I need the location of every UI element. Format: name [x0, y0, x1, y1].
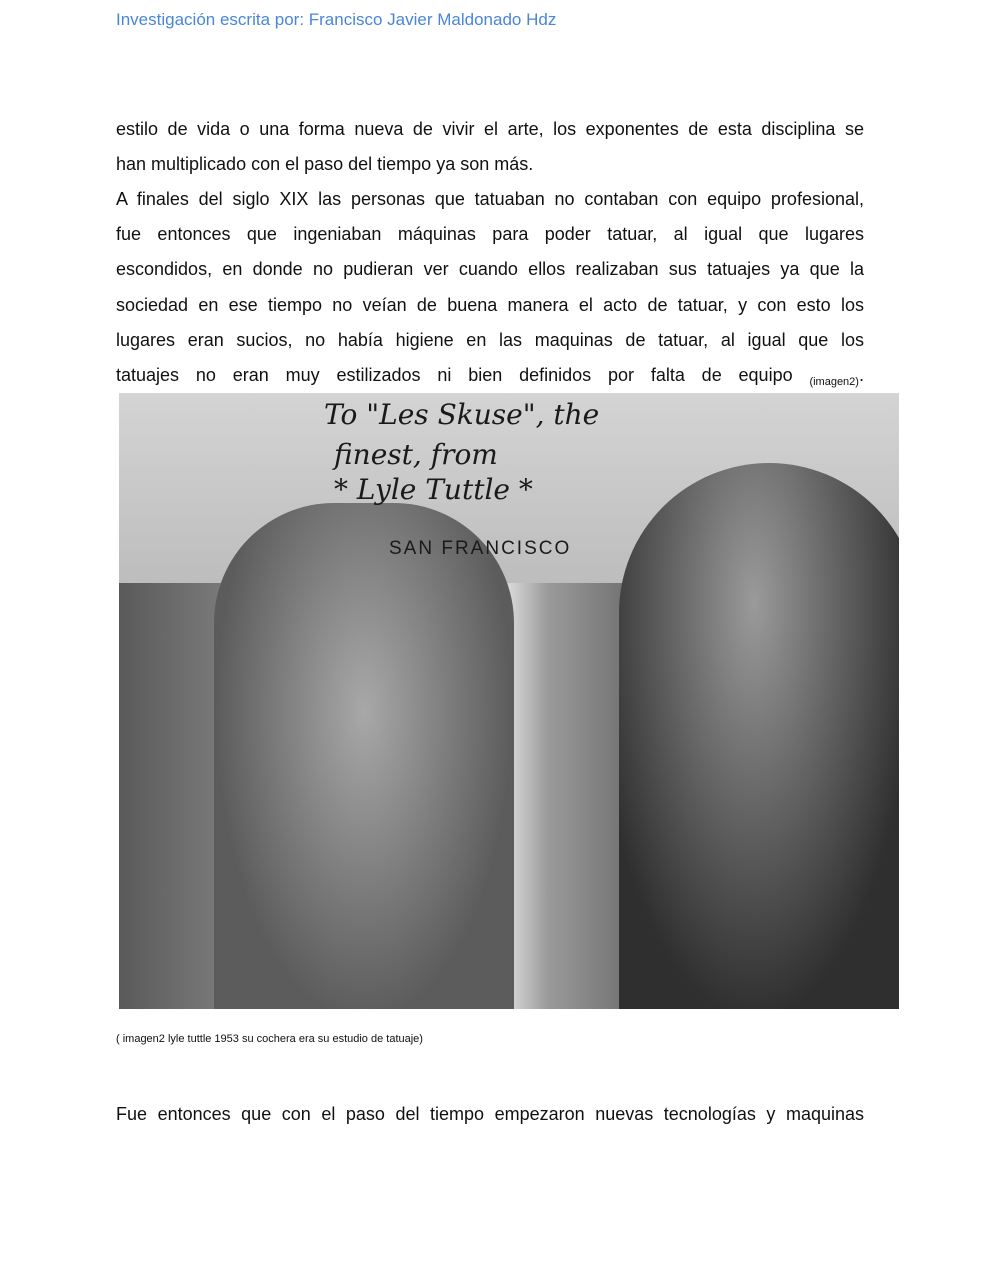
paragraph-2 [116, 182, 864, 393]
photo-inscription: To "Les Skuse", the [324, 398, 600, 431]
photo-inscription-city: SAN FRANCISCO [389, 538, 572, 559]
text-line: Fue entonces que con el paso del tiempo empezaron nuevas tecnologías y maquinas [116, 1104, 864, 1124]
text-line: estilo de vida o una forma nueva de vivir el arte, los exponentes de esta disciplina se [116, 119, 864, 139]
text-line: sociedad en ese tiempo no veían de buena manera el acto de tatuar, y con esto los [116, 294, 864, 315]
text-line-with-reference [116, 358, 864, 393]
text-line: fue entonces que ingeniaban máquinas para poder tatuar, al igual que lugares [116, 224, 864, 245]
paragraph-3 [116, 1097, 864, 1132]
image-reference: (imagen2) [809, 375, 859, 388]
text-line: escondidos, en donde no pudieran ver cuando ellos realizaban sus tatuajes ya que la [116, 259, 864, 280]
document-header: Investigación escrita por: Francisco Javier Maldonado Hdz [116, 10, 557, 29]
photo-inscription: finest, from [334, 438, 498, 471]
photo-tattooed-man [619, 463, 899, 1009]
paragraph-1 [116, 112, 864, 182]
tattoo-photo [119, 393, 899, 1009]
image-caption: ( imagen2 lyle tuttle 1953 su cochera era su estudio de tatuaje) [116, 1033, 423, 1045]
text-line: han multiplicado con el paso del tiempo ya son más. [116, 154, 534, 175]
text-line: A finales del siglo XIX las personas que tatuaban no contaban con equipo profesional, [116, 189, 864, 209]
photo-tattooed-back [214, 503, 514, 1009]
text-line: lugares eran sucios, no había higiene en las maquinas de tatuar, al igual que los [116, 329, 864, 350]
end-mark: . [858, 364, 864, 385]
photo-inscription: * Lyle Tuttle * [334, 473, 533, 506]
text-line: tatuajes no eran muy estilizados ni bien definidos por falta de equipo [116, 364, 793, 385]
